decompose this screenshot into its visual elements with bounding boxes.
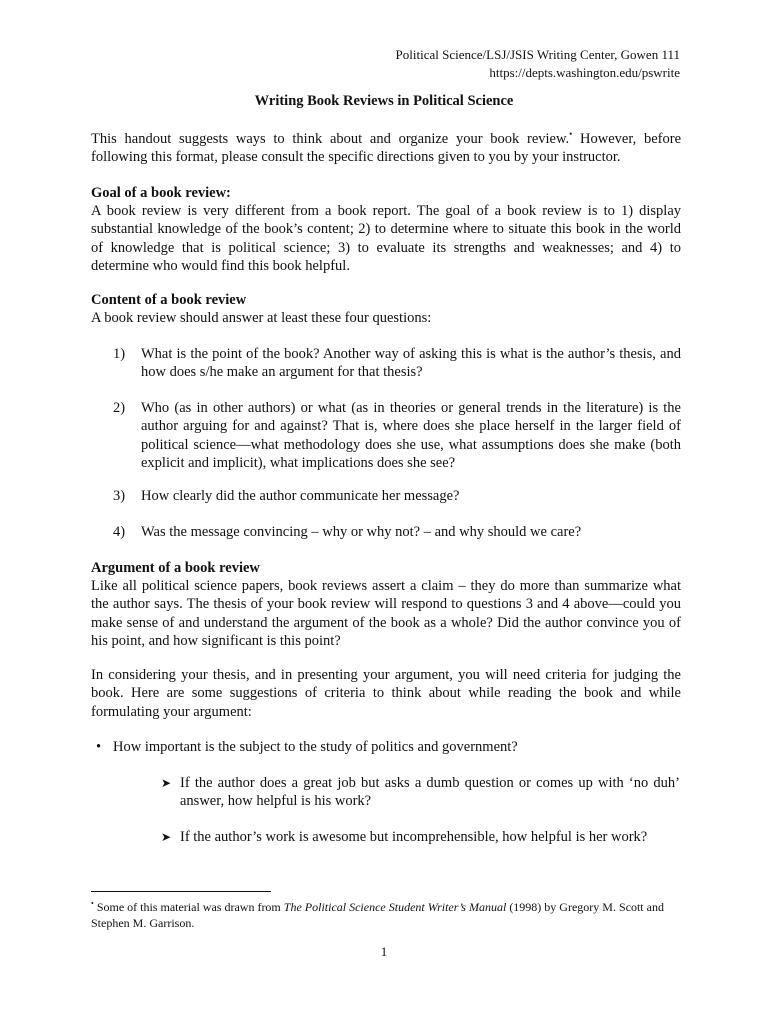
page-title: Writing Book Reviews in Political Science bbox=[254, 93, 514, 109]
question-number: 4) bbox=[113, 524, 126, 540]
arrow-bullet-icon: ➤ bbox=[161, 776, 172, 790]
question-text: How clearly did the author communicate her message? bbox=[141, 488, 460, 504]
footnote-text-start: Some of this material was drawn from bbox=[93, 900, 284, 914]
content-intro: A book review should answer at least these four questions: bbox=[91, 310, 432, 326]
header-url: https://depts.washington.edu/pswrite bbox=[489, 65, 680, 80]
intro-text-start: This handout suggests ways to think about and organize your book review. bbox=[91, 131, 570, 147]
criteria-paragraph: In considering your thesis, and in presenting your argument, you will need criteria for judging the book. Here are some suggestions of criteria to think about while reading the book and while formulating your argument: bbox=[91, 667, 681, 720]
footnote-divider bbox=[91, 891, 271, 892]
question-number: 3) bbox=[113, 488, 126, 504]
question-number: 2) bbox=[113, 400, 126, 416]
question-text: Was the message convincing – why or why not? – and why should we care? bbox=[141, 524, 582, 540]
goal-paragraph: A book review is very different from a book report. The goal of a book review is to 1) display substantial knowledge of the book’s content; 2) to determine where to situate this book in the world of knowledge that is political science; 3) to evaluate its strengths and weaknesses; and 4) to determine who would find this book helpful. bbox=[91, 203, 681, 274]
sub-bullet-item: If the author’s work is awesome but incomprehensible, how helpful is her work? bbox=[180, 829, 648, 845]
footnote bbox=[91, 899, 687, 931]
argument-paragraph: Like all political science papers, book reviews assert a claim – they do more than summarize what the author says. The thesis of your book review will respond to questions 3 and 4 above—could you make sense of and understand the argument of the book as a whole? Did the author convince you of his point, and how significant is this point? bbox=[91, 578, 681, 649]
content-heading: Content of a book review bbox=[91, 292, 247, 308]
question-text: What is the point of the book? Another way of asking this is what is the author’s thesis, and how does s/he make an argument for that thesis? bbox=[141, 346, 681, 381]
footnote-reference: • bbox=[569, 129, 573, 140]
footnote-marker: • bbox=[91, 899, 94, 908]
header-affiliation: Political Science/LSJ/JSIS Writing Center, Gowen 111 bbox=[395, 47, 680, 62]
page-number: 1 bbox=[380, 944, 388, 959]
goal-heading: Goal of a book review: bbox=[91, 185, 231, 201]
sub-bullet-item: If the author does a great job but asks a dumb question or comes up with ‘no duh’ answer, how helpful is his work? bbox=[180, 775, 680, 810]
intro-text-end: However, before following this format, please consult the specific directions given to you by your instructor. bbox=[91, 131, 682, 166]
question-text: Who (as in other authors) or what (as in theories or general trends in the literature) is the author arguing for and against? That is, where does she place herself in the larger field of political science—what methodology does she use, what assumptions does she make (both explicit and implicit), what implications does she see? bbox=[141, 400, 681, 471]
footnote-text-end: (1998) by Gregory M. Scott and Stephen M. Garrison. bbox=[91, 900, 664, 930]
question-number: 1) bbox=[113, 346, 126, 362]
bullet-icon: • bbox=[96, 739, 102, 755]
intro-paragraph bbox=[91, 130, 681, 167]
bullet-item: How important is the subject to the study of politics and government? bbox=[113, 739, 518, 755]
arrow-bullet-icon: ➤ bbox=[161, 830, 172, 844]
argument-heading: Argument of a book review bbox=[91, 560, 260, 576]
footnote-book-title: The Political Science Student Writer’s Manual bbox=[283, 900, 507, 914]
